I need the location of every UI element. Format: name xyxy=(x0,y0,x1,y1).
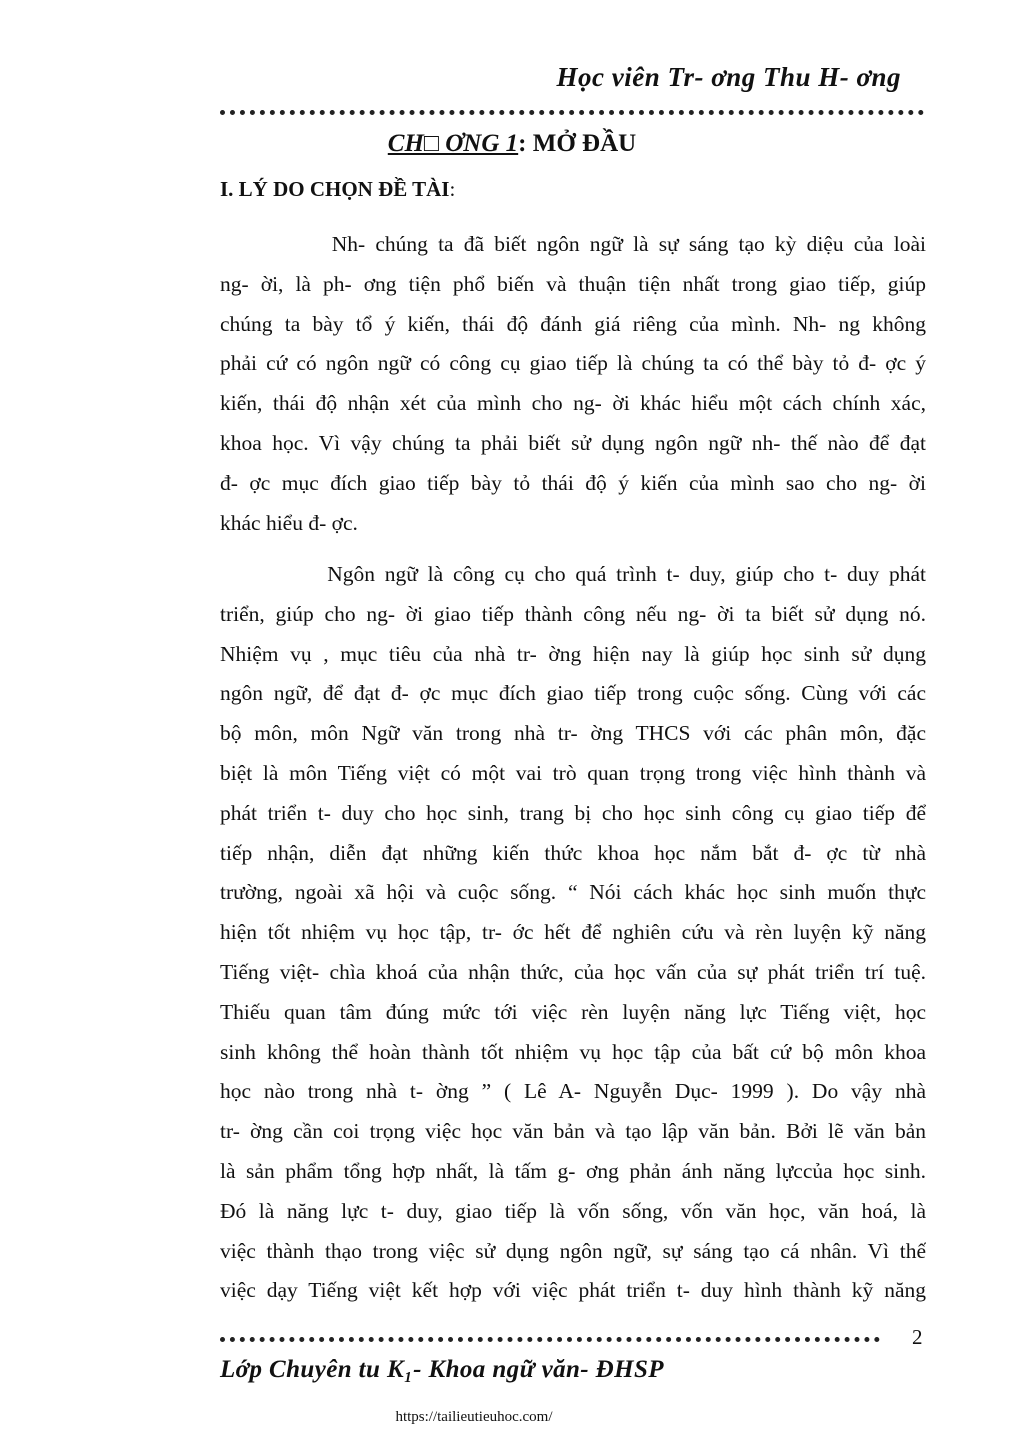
text-line: học nào trong nhà t- ờng ” ( Lê A- Nguyễn Dục- 1999 ). Do vậy nhà xyxy=(220,1079,926,1104)
chapter-name: MỞ ĐẦU xyxy=(532,130,637,157)
text-line: phải cứ có ngôn ngữ có công cụ giao tiếp là chúng ta có thể bày tỏ đ- ợc ý xyxy=(220,351,926,376)
text-line: ngôn ngữ, để đạt đ- ợc mục đích giao tiếp trong cuộc sống. Cùng với các xyxy=(220,681,926,706)
footer-course: Lớp Chuyên tu K₁- Khoa ngữ văn- ĐHSP xyxy=(220,1356,664,1383)
paragraph-2 xyxy=(220,555,926,1311)
text-line: ng- ời, là ph- ơng tiện phổ biến và thuận tiện nhất trong giao tiếp, giúp xyxy=(220,271,926,296)
text-line: sinh không thể hoàn thành tốt nhiệm vụ học tập của bất cứ bộ môn khoa xyxy=(220,1039,926,1064)
text-line: khoa học. Vì vậy chúng ta phải biết sử dụng ngôn ngữ nh- thế nào để đạt xyxy=(220,430,926,455)
text-line: Nh- chúng ta đã biết ngôn ngữ là sự sáng tạo kỳ diệu của loài xyxy=(220,232,926,256)
text-line: việc dạy Tiếng việt kết hợp với việc phát triển t- duy hình thành kỹ năng xyxy=(220,1278,926,1303)
text-line: Đó là năng lực t- duy, giao tiếp là vốn sống, vốn văn học, văn hoá, là xyxy=(220,1198,926,1223)
text-line: chúng ta bày tổ ý kiến, thái độ đánh giá riêng của mình. Nh- ng không xyxy=(220,311,926,336)
text-line: là sản phẩm tổng hợp nhất, là tấm g- ơng phản ánh năng lựccủa học sinh. xyxy=(220,1158,926,1183)
page-number: 2 xyxy=(912,1325,923,1349)
text-line: Ngôn ngữ là công cụ cho quá trình t- duy, giúp cho t- duy phát xyxy=(220,562,926,586)
text-line: trường, ngoài xã hội và cuộc sống. “ Nói cách khác học sinh muốn thực xyxy=(220,880,926,905)
text-line: tr- ờng cần coi trọng việc học văn bản và tạo lập văn bản. Bởi lẽ văn bản xyxy=(220,1119,926,1144)
source-url: https://tailieutieuhoc.com/ xyxy=(395,1409,553,1425)
text-line: kiến, thái độ nhận xét của mình cho ng- ời khác hiểu một cách chính xác, xyxy=(220,391,926,416)
section-heading xyxy=(220,177,455,202)
header-dotted-rule xyxy=(220,110,924,115)
footer-dotted-rule xyxy=(220,1337,880,1342)
chapter-title xyxy=(0,130,1024,158)
text-line: Thiếu quan tâm đúng mức tới việc rèn luyện năng lực Tiếng việt, học xyxy=(220,999,926,1024)
text-line: bộ môn, môn Ngữ văn trong nhà tr- ờng THCS với các phân môn, đặc xyxy=(220,721,926,746)
chapter-label: CH□ ƠNG 1 xyxy=(387,130,519,157)
text-line: Nhiệm vụ , mục tiêu của nhà tr- ờng hiện nay là giúp học sinh sử dụng xyxy=(220,641,926,666)
text-line: hiện tốt nhiệm vụ học tập, tr- ớc hết để nghiên cứu và rèn luyện kỹ năng xyxy=(220,920,926,945)
text-line: biệt là môn Tiếng việt có một vai trò quan trọng trong việc hình thành và xyxy=(220,760,926,785)
paragraph-1 xyxy=(220,225,926,543)
header-author: Học viên Tr- ơng Thu H- ơng xyxy=(556,62,901,92)
text-line: đ- ợc mục đích giao tiếp bày tỏ thái độ ý kiến của mình sao cho ng- ời xyxy=(220,470,926,495)
chapter-separator: : xyxy=(518,130,533,157)
section-heading-colon: : xyxy=(449,177,456,201)
text-line: tiếp nhận, diễn đạt những kiến thức khoa học nắm bắt đ- ợc từ nhà xyxy=(220,840,926,865)
text-line: triển, giúp cho ng- ời giao tiếp thành công nếu ng- ời ta biết sử dụng nó. xyxy=(220,601,926,626)
text-line: khác hiểu đ- ợc. xyxy=(220,510,358,535)
text-line: việc thành thạo trong việc sử dụng ngôn ngữ, sự sáng tạo cá nhân. Vì thế xyxy=(220,1238,926,1263)
section-heading-text: I. LÝ DO CHỌN ĐỀ TÀI xyxy=(220,177,450,201)
text-line: Tiếng việt- chìa khoá của nhận thức, của học vấn của sự phát triển trí tuệ. xyxy=(220,959,926,984)
text-line: phát triển t- duy cho học sinh, trang bị cho học sinh công cụ giao tiếp để xyxy=(220,800,926,825)
